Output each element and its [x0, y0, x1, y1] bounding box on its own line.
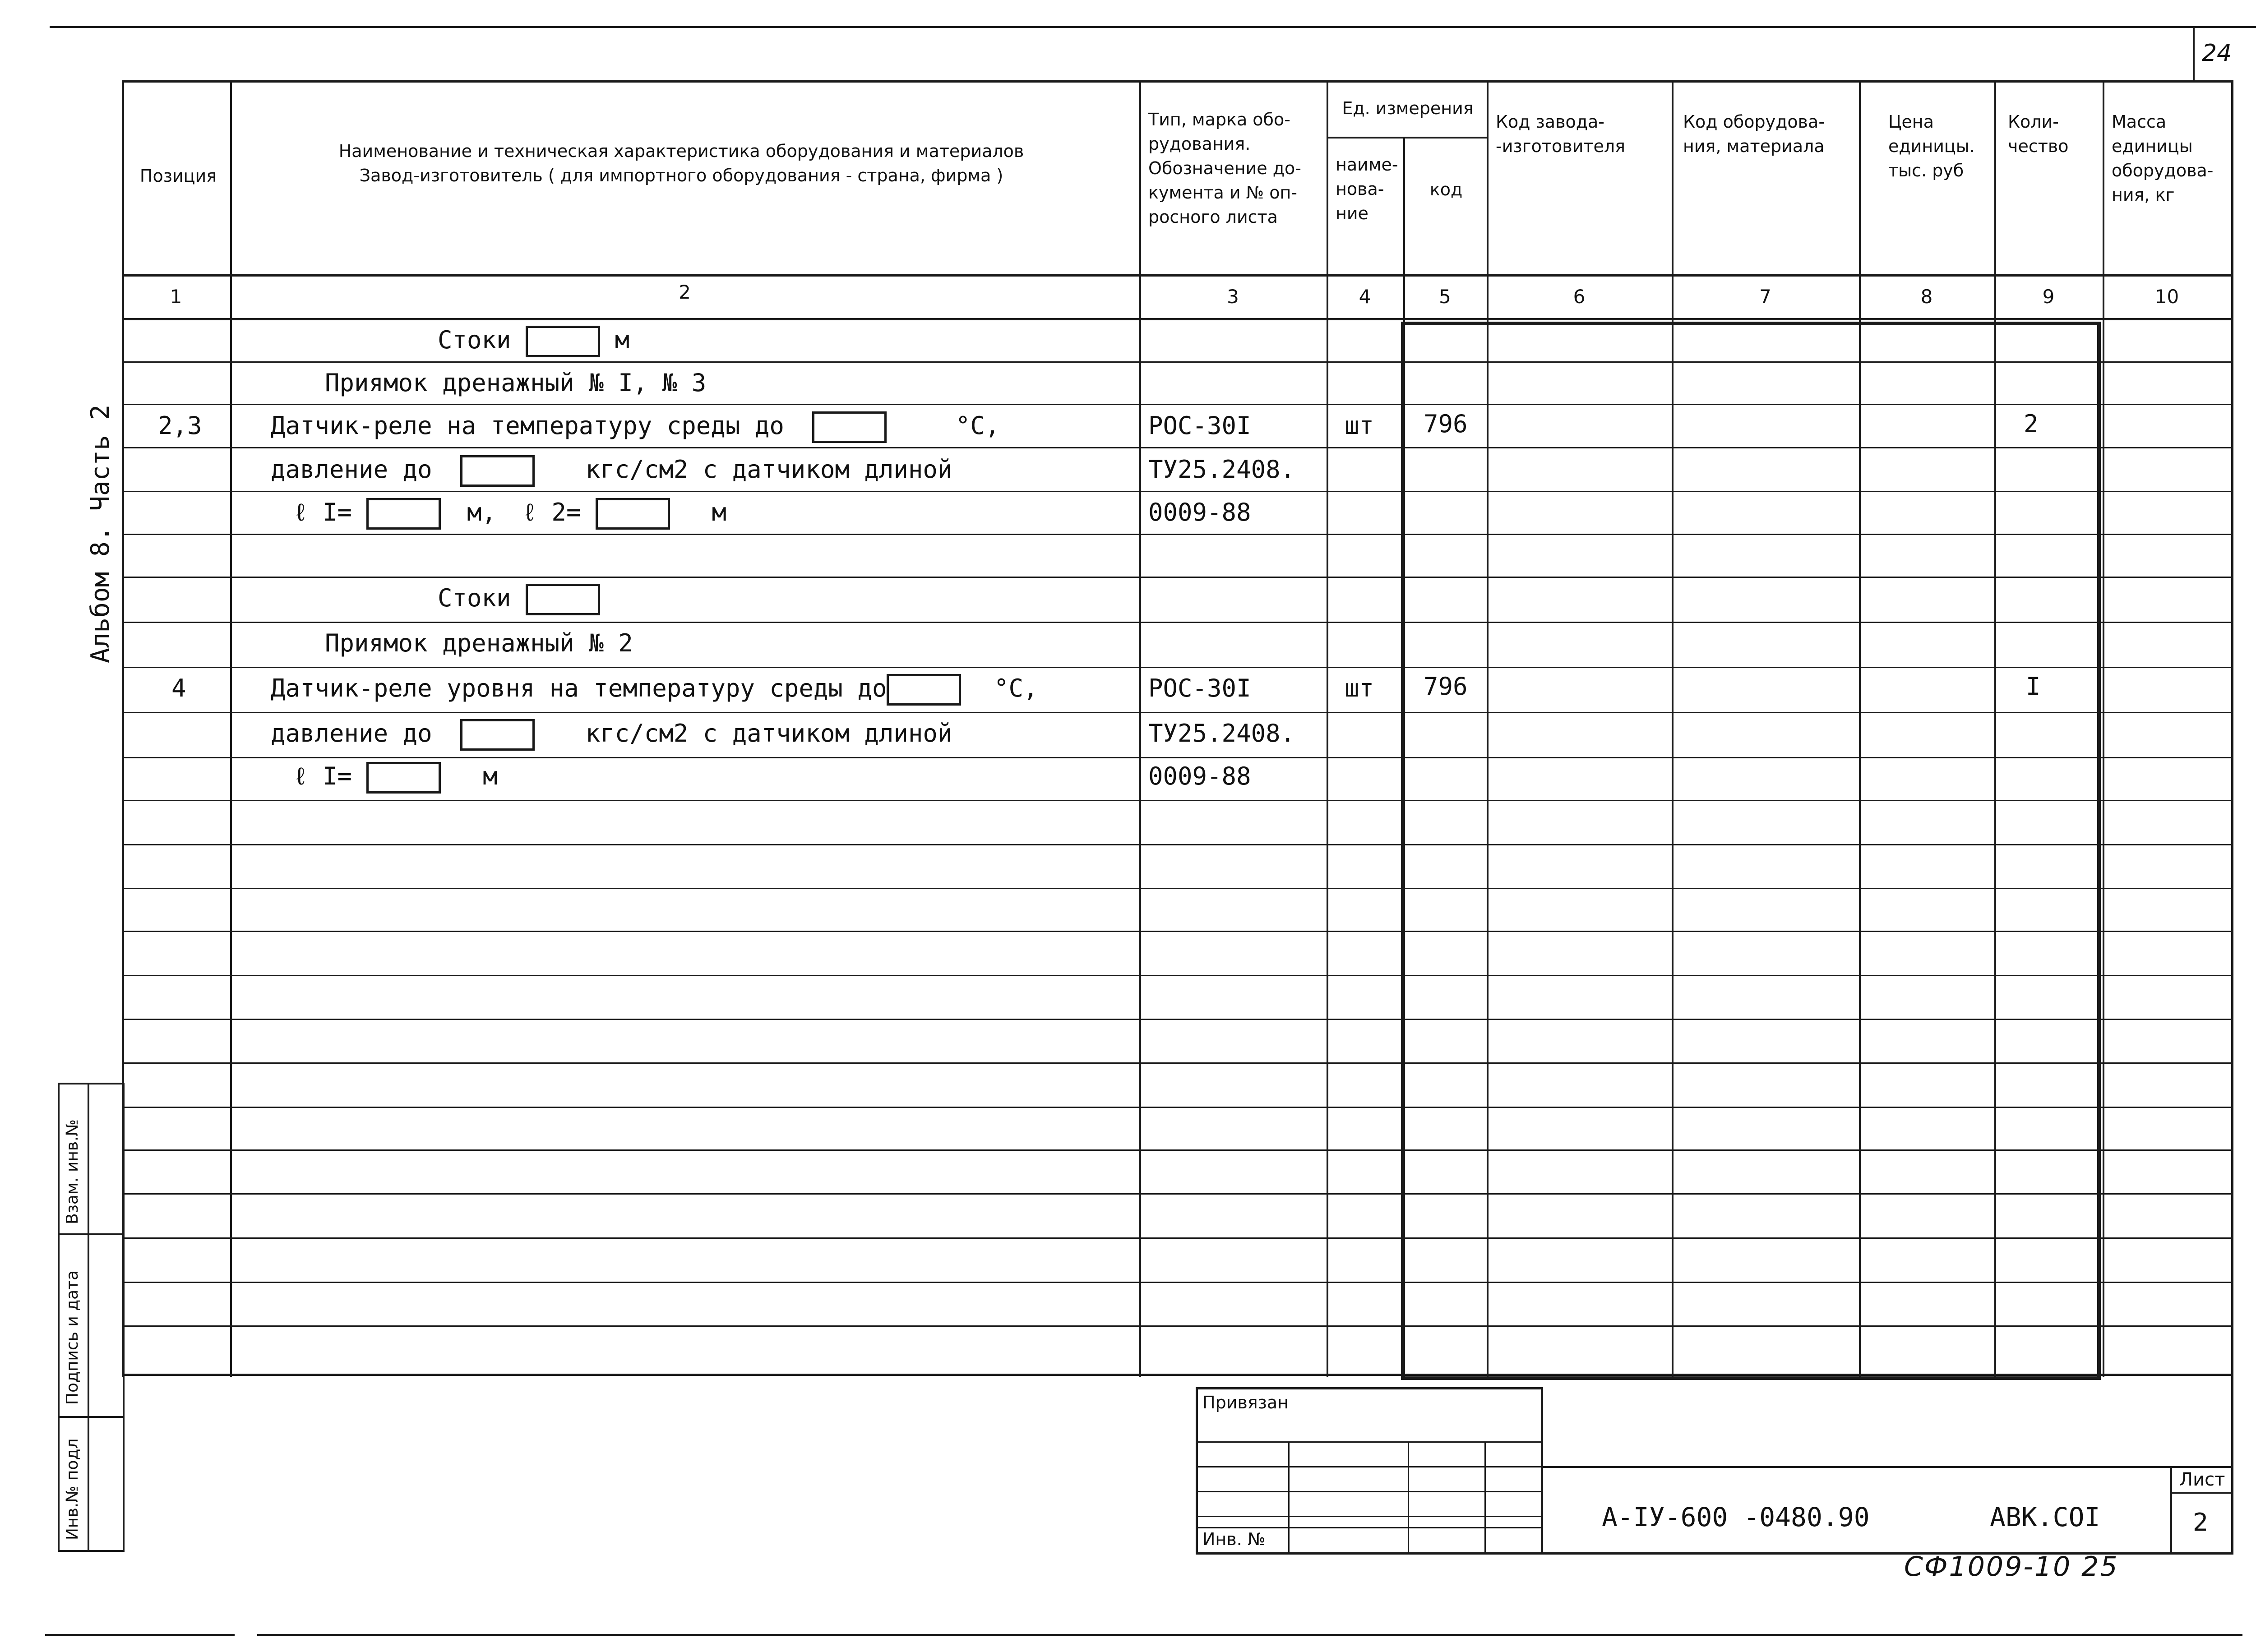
tb-doc-code: А-IУ-600 -0480.90 [1602, 1502, 1870, 1532]
blank-field [526, 326, 600, 357]
header-unit-name: наиме- нова- ние [1336, 155, 1398, 223]
blank-field [596, 498, 670, 530]
side-label: Альбом 8. Часть 2 [86, 404, 115, 663]
tb-sheet-label: Лист [2179, 1469, 2225, 1490]
stamp-signature-date: Подпись и дата [63, 1270, 82, 1405]
header-unit-code: код [1429, 180, 1463, 199]
row-item-name: Датчик-реле на температуру среды до °С, [271, 411, 999, 443]
col-number: 2 [679, 281, 691, 303]
header-price: Цена единицы. тыс. руб [1888, 112, 1975, 180]
row-item-name: Датчик-реле уровня на температуру среды до °С, [271, 674, 1038, 706]
side-stamp [58, 1083, 125, 1552]
handwritten-note: СФ1009-10 25 [1904, 1551, 2119, 1583]
row-drain-label: Стоки м [438, 325, 629, 357]
sheet-corner-number: 24 [2202, 40, 2232, 67]
row-quantity: 2 [2024, 410, 2039, 438]
row-drain-label: Стоки [438, 583, 600, 615]
row-unit-code: 796 [1424, 410, 1468, 438]
row-type: 0009-88 [1148, 498, 1251, 526]
col-number: 7 [1759, 286, 1771, 308]
col-number: 6 [1573, 286, 1586, 308]
blank-field [460, 455, 535, 487]
blank-field [887, 674, 961, 706]
tb-inv-no: Инв. № [1202, 1529, 1266, 1549]
col-number: 5 [1439, 286, 1451, 308]
row-position: 2,3 [158, 411, 202, 440]
row-type: РОС-30I [1148, 411, 1251, 440]
row-type: ТУ25.2408. [1148, 455, 1295, 484]
row-type: ТУ25.2408. [1148, 719, 1295, 748]
row-item-name: ℓ I= м [293, 761, 497, 794]
row-unit: шт [1345, 411, 1374, 440]
header-quantity: Коли- чество [2008, 112, 2069, 156]
row-quantity: I [2026, 672, 2041, 701]
header-equipment-code: Код оборудова- ния, материала [1683, 112, 1825, 156]
blank-field [526, 584, 600, 615]
blank-field [812, 411, 887, 443]
stamp-replaced-inv: Взам. инв.№ [63, 1119, 82, 1224]
row-position: 4 [171, 674, 186, 702]
row-unit: шт [1345, 674, 1374, 702]
title-block [1196, 1387, 2233, 1554]
stamp-inv-original: Инв.№ подл [63, 1438, 82, 1540]
header-position: Позиция [139, 166, 217, 186]
tb-sheet-number: 2 [2193, 1508, 2209, 1537]
highlight-frame [1401, 322, 2101, 1380]
spec-table [122, 83, 2231, 1377]
blank-field [460, 719, 535, 751]
row-item-name: давление до кгс/см2 с датчиком длиной [271, 719, 952, 751]
header-type: Тип, марка обо- рудования. Обозначение до- кумента и № оп- росного листа [1148, 110, 1301, 227]
tb-doc-mark: АВК.СОI [1990, 1502, 2100, 1532]
row-item-name: давление до кгс/см2 с датчиком длиной [271, 455, 952, 487]
blank-field [366, 498, 441, 530]
tb-privyazan: Привязан [1202, 1393, 1289, 1412]
col-number: 8 [1920, 286, 1933, 308]
header-name: Наименование и техническая характеристика оборудования и материалов Завод-изготовитель ( для импортного оборудования - страна, фирма ) [338, 141, 1024, 185]
col-number: 4 [1359, 286, 1371, 308]
blank-field [366, 762, 441, 794]
col-number: 3 [1227, 286, 1239, 308]
row-pit-label: Приямок дренажный № I, № 3 [325, 369, 707, 397]
header-mass: Масса единицы оборудова- ния, кг [2112, 112, 2214, 205]
header-units: Ед. измерения [1342, 98, 1474, 118]
header-factory-code: Код завода- -изготовителя [1496, 112, 1625, 156]
col-number: 1 [170, 286, 182, 308]
row-type: 0009-88 [1148, 762, 1251, 790]
row-unit-code: 796 [1424, 672, 1468, 701]
row-pit-label: Приямок дренажный № 2 [325, 629, 633, 657]
col-number: 10 [2154, 286, 2179, 308]
row-type: РОС-30I [1148, 674, 1251, 702]
col-number: 9 [2042, 286, 2055, 308]
row-item-name: ℓ I= м, ℓ 2= м [293, 498, 726, 530]
